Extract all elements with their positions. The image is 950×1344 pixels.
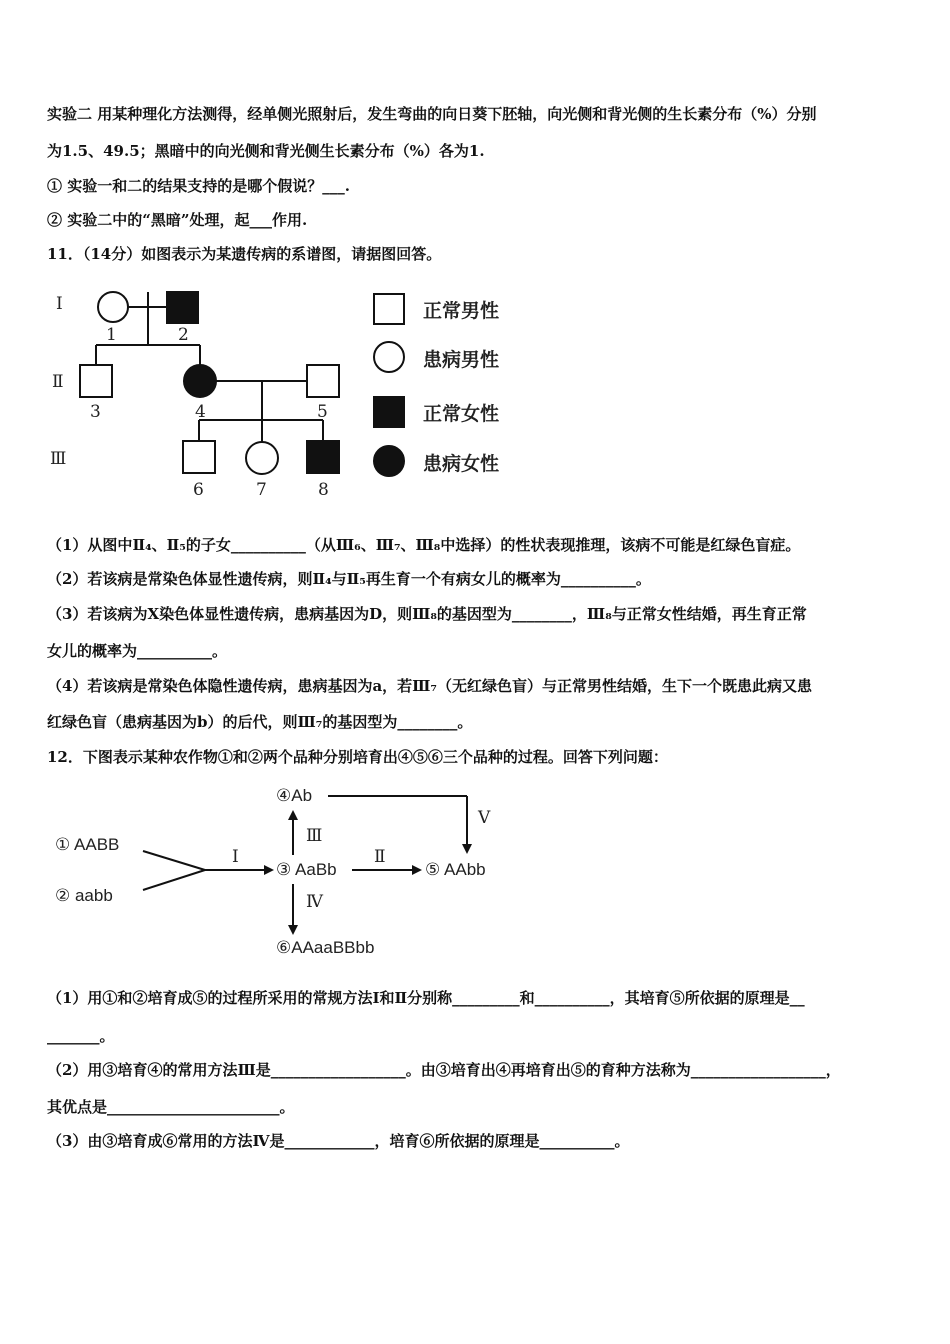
exp2-question2: ② 实验二中的“黑暗”处理，起___作用. bbox=[47, 211, 308, 229]
q12-part2-line1: （2）用③培育④的常用方法Ⅲ是__________________。由③培育出④再培育出⑤的育种方法称为__________________， bbox=[47, 1061, 841, 1079]
q12-part2-line2: 其优点是_______________________。 bbox=[47, 1098, 295, 1116]
legend-affected-female: 患病女性 bbox=[423, 453, 500, 475]
legend-normal-female: 正常女性 bbox=[423, 403, 500, 425]
q11-part4-line2: 红绿色盲（患病基因为b）的后代，则Ⅲ₇的基因型为________。 bbox=[47, 713, 473, 731]
step-label-1: Ⅰ bbox=[232, 847, 239, 867]
individual-number-7: 7 bbox=[256, 480, 267, 500]
individual-number-6: 6 bbox=[193, 480, 204, 500]
q11-part1: （1）从图中Ⅱ₄、Ⅱ₅的子女__________（从Ⅲ₆、Ⅲ₇、Ⅲ₈中选择）的性状表现推理，该病不可能是红绿色盲症。 bbox=[47, 536, 801, 554]
q12-part1-line2: _______。 bbox=[47, 1027, 115, 1045]
individual-number-8: 8 bbox=[318, 480, 329, 500]
generation-label-3: Ⅲ bbox=[50, 449, 67, 469]
step-label-2: Ⅱ bbox=[374, 847, 386, 867]
q12-part1-line1: （1）用①和②培育成⑤的过程所采用的常规方法Ⅰ和Ⅱ分别称_________和__________，其培育⑤所依据的原理是__ bbox=[47, 989, 805, 1007]
node-1-aabb: ① AABB bbox=[55, 835, 120, 854]
q12-part3: （3）由③培育成⑥常用的方法Ⅳ是____________，培育⑥所依据的原理是__________。 bbox=[47, 1132, 630, 1150]
step-label-5: Ⅴ bbox=[478, 808, 491, 828]
exp2-question1: ① 实验一和二的结果支持的是哪个假说？___. bbox=[47, 177, 350, 195]
individual-number-2: 2 bbox=[178, 325, 189, 345]
q11-part2: （2）若该病是常染色体显性遗传病，则Ⅱ₄与Ⅱ₅再生育一个有病女儿的概率为__________。 bbox=[47, 570, 651, 588]
individual-number-4: 4 bbox=[195, 402, 206, 422]
q11-part4-line1: （4）若该病是常染色体隐性遗传病，患病基因为a，若Ⅲ₇（无红绿色盲）与正常男性结婚，生下一个既患此病又患 bbox=[47, 677, 812, 695]
exp2-line1: 实验二 用某种理化方法测得，经单侧光照射后，发生弯曲的向日葵下胚轴，向光侧和背光侧的生长素分布（%）分别 bbox=[47, 105, 817, 123]
generation-label-1: Ⅰ bbox=[56, 294, 63, 314]
generation-label-2: Ⅱ bbox=[52, 372, 64, 392]
node-2-aabb: ② aabb bbox=[55, 886, 113, 905]
node-3-aabb: ③ AaBb bbox=[276, 860, 337, 879]
q11-title: 11．（14分）如图表示为某遗传病的系谱图，请据图回答。 bbox=[47, 245, 442, 263]
individual-number-3: 3 bbox=[90, 402, 101, 422]
node-6-aaaabbbb: ⑥AAaaBBbb bbox=[276, 938, 375, 957]
exp2-line2: 为1.5、49.5；黑暗中的向光侧和背光侧生长素分布（%）各为1. bbox=[47, 142, 485, 160]
step-label-3: Ⅲ bbox=[306, 826, 323, 846]
legend-normal-male: 正常男性 bbox=[423, 300, 500, 322]
individual-number-5: 5 bbox=[317, 402, 328, 422]
individual-number-1: 1 bbox=[106, 325, 117, 345]
node-5-aabb: ⑤ AAbb bbox=[425, 860, 486, 879]
q11-part3-line1: （3）若该病为X染色体显性遗传病，患病基因为D，则Ⅲ₈的基因型为________，Ⅲ₈与正常女性结婚，再生育正常 bbox=[47, 605, 807, 623]
node-4-ab: ④Ab bbox=[276, 786, 313, 805]
q12-title: 12．下图表示某种农作物①和②两个品种分别培育出④⑤⑥三个品种的过程。回答下列问题： bbox=[47, 748, 668, 766]
q11-part3-line2: 女儿的概率为__________。 bbox=[47, 642, 228, 660]
step-label-4: Ⅳ bbox=[306, 892, 323, 912]
legend-affected-male: 患病男性 bbox=[423, 349, 500, 371]
